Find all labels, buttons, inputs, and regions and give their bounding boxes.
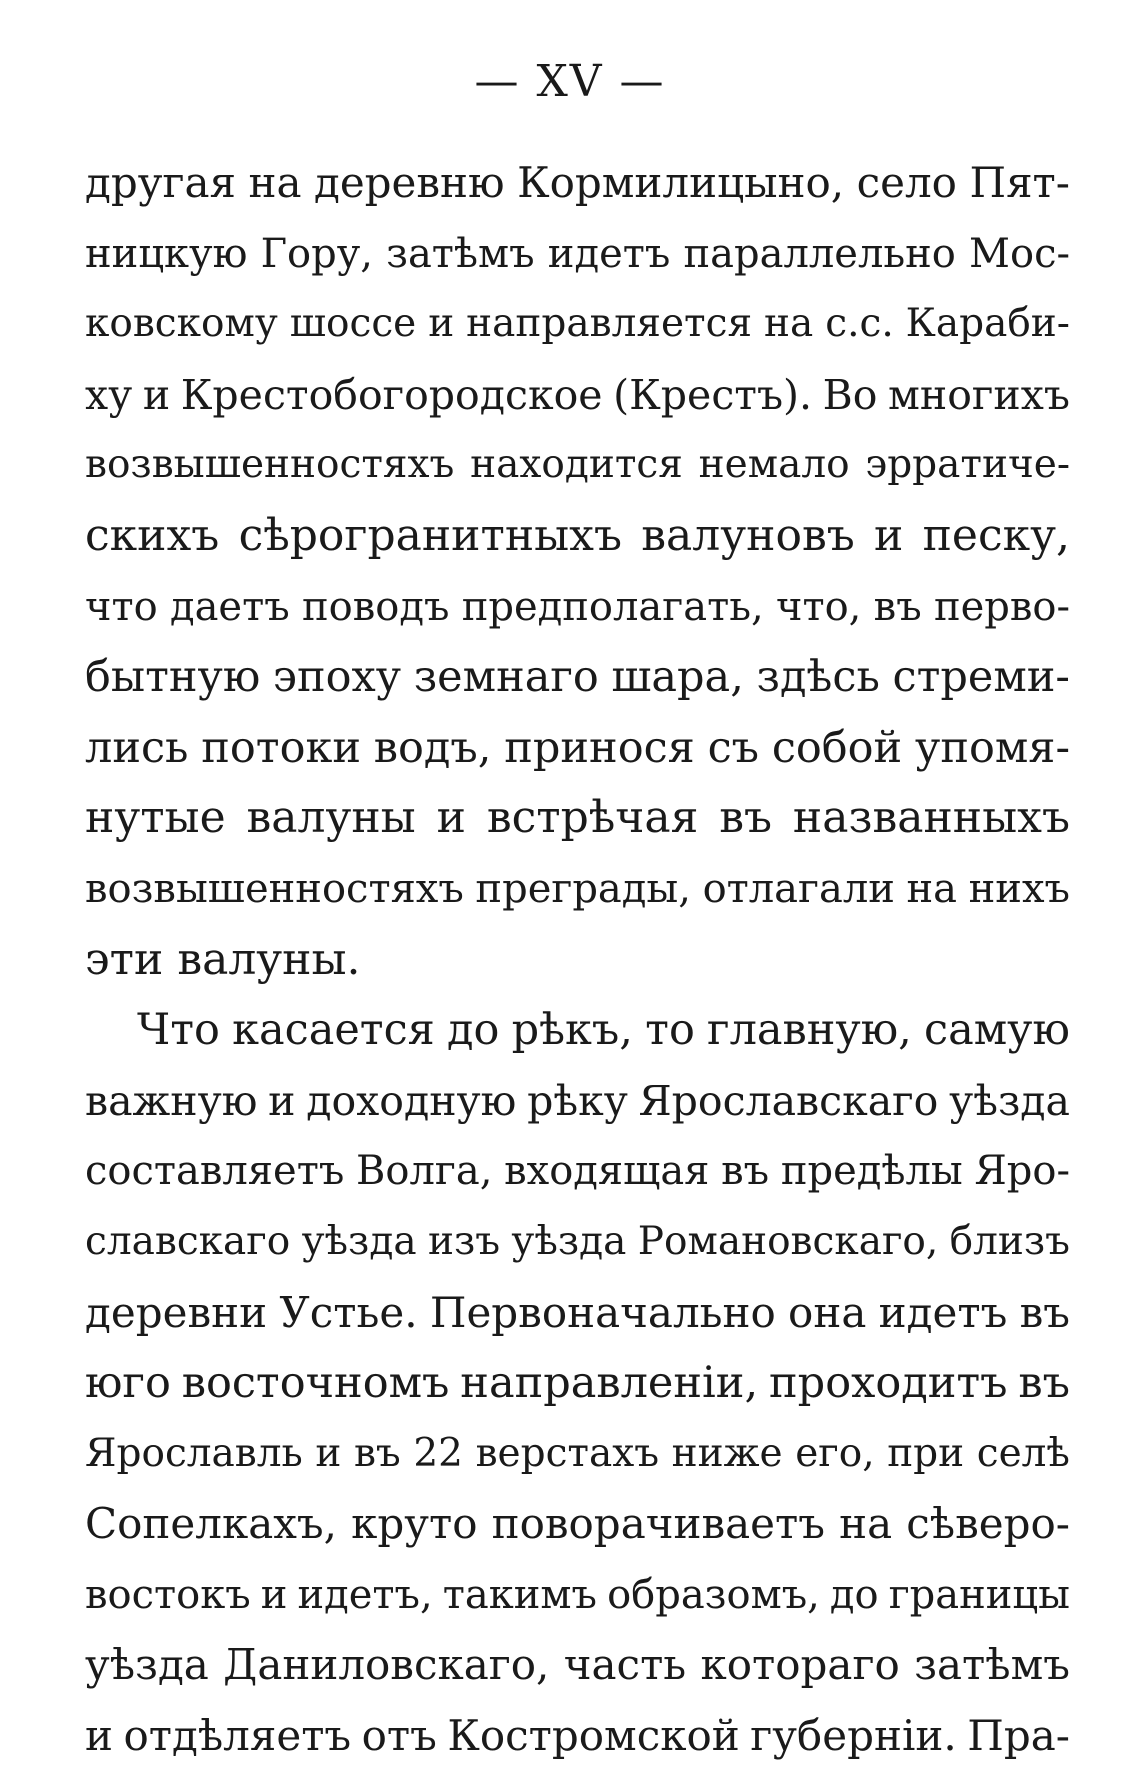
- word: и: [142, 370, 171, 419]
- word: нихъ: [968, 865, 1070, 912]
- body-text: [85, 148, 1070, 1761]
- word: и: [85, 1711, 113, 1761]
- text-line: [85, 1419, 1070, 1490]
- word: въ: [1019, 1287, 1070, 1337]
- word: самую: [924, 1005, 1070, 1056]
- word: поворачиваетъ: [491, 1499, 825, 1549]
- word: верстахъ: [475, 1430, 660, 1476]
- word: параллельно: [683, 230, 956, 277]
- word: затѣмъ: [914, 1640, 1070, 1690]
- word: селѣ: [976, 1430, 1070, 1476]
- word: уѣзда: [511, 1218, 627, 1264]
- word: до: [447, 1005, 500, 1056]
- text-line: [85, 925, 1070, 996]
- text-line: [85, 289, 1070, 360]
- word: потоки: [201, 722, 362, 773]
- word: близъ: [949, 1218, 1070, 1264]
- word: идетъ: [878, 1287, 1008, 1337]
- word: названныхъ: [792, 792, 1070, 844]
- word: бытную: [85, 652, 261, 703]
- word: что: [85, 583, 158, 630]
- word: Волга,: [356, 1148, 493, 1195]
- word: здѣсь: [756, 652, 880, 703]
- word: немало: [698, 442, 850, 488]
- word: валуны.: [177, 933, 361, 985]
- word: на: [764, 301, 814, 347]
- text-line: [85, 713, 1070, 784]
- word: шоссе: [289, 301, 417, 347]
- word: славскаго: [85, 1218, 291, 1264]
- word: Гору,: [260, 230, 373, 277]
- word: Даниловскаго,: [223, 1640, 550, 1690]
- word: лись: [85, 722, 189, 773]
- word: она: [788, 1287, 867, 1337]
- word: ниже: [671, 1430, 783, 1476]
- word: на: [906, 865, 958, 912]
- text-line: [85, 219, 1070, 290]
- word: Костромской: [447, 1711, 740, 1761]
- word: упомя-: [915, 722, 1070, 773]
- word: и: [315, 1430, 342, 1476]
- word: въ: [721, 1148, 770, 1195]
- word: возвышенностяхъ: [85, 865, 464, 912]
- word: идетъ: [547, 230, 671, 277]
- word: Что: [137, 1005, 220, 1056]
- word: Крестобогородское: [180, 370, 603, 419]
- word: входящая: [504, 1148, 710, 1195]
- word: (Крестъ).: [613, 370, 813, 419]
- word: Кормилицыно,: [517, 158, 845, 207]
- word: Мос-: [969, 230, 1070, 277]
- word: съ: [707, 722, 760, 773]
- word: Устье.: [279, 1287, 418, 1337]
- text-line: [85, 783, 1070, 854]
- word: и: [268, 1076, 296, 1125]
- text-line: [85, 1348, 1070, 1419]
- word: доходную: [306, 1076, 517, 1125]
- word: въ: [719, 792, 773, 844]
- word: отлагали: [702, 865, 895, 912]
- paragraph-2: [85, 995, 1070, 1772]
- text-line: [85, 1489, 1070, 1560]
- word: отъ: [361, 1711, 437, 1761]
- word: часть: [563, 1640, 687, 1690]
- word: даетъ: [169, 583, 290, 630]
- word: юго: [85, 1358, 171, 1409]
- page-number: — XV —: [474, 56, 666, 107]
- word: Ярославль: [85, 1430, 303, 1476]
- word: въ: [873, 583, 922, 630]
- text-line: [85, 854, 1070, 925]
- word: и: [260, 1571, 288, 1618]
- word: до: [829, 1571, 879, 1618]
- word: то: [645, 1005, 695, 1056]
- word: возвышенностяхъ: [85, 442, 455, 488]
- word: касается: [232, 1005, 435, 1056]
- word: круто: [351, 1499, 478, 1549]
- word: и: [436, 792, 466, 844]
- word: что,: [776, 583, 862, 630]
- text-line: [85, 572, 1070, 643]
- word: песку,: [922, 509, 1070, 561]
- text-line: [85, 1136, 1070, 1207]
- text-line: [85, 995, 1070, 1066]
- word: такимъ: [442, 1571, 597, 1618]
- word: котораго: [700, 1640, 900, 1690]
- word: ху: [85, 370, 133, 419]
- word: находится: [470, 442, 683, 488]
- word: земнаго: [413, 652, 599, 703]
- text-line: [85, 1630, 1070, 1701]
- word: Ярославскаго: [638, 1076, 939, 1125]
- word: главную,: [707, 1005, 912, 1056]
- word: востокъ: [85, 1571, 251, 1618]
- word: поводъ: [301, 583, 450, 630]
- word: восточномъ: [181, 1358, 450, 1409]
- word: стреми-: [892, 652, 1070, 703]
- word: село: [856, 158, 957, 207]
- word: уѣзда: [301, 1218, 417, 1264]
- word: Сопелкахъ,: [85, 1499, 337, 1549]
- text-line: [85, 1207, 1070, 1278]
- word: затѣмъ: [386, 230, 535, 277]
- word: преграды,: [475, 865, 691, 912]
- word: и: [428, 301, 455, 347]
- word: встрѣчая: [486, 792, 699, 844]
- word: предѣлы: [780, 1148, 963, 1195]
- word: въ: [353, 1430, 401, 1476]
- text-line: [85, 1066, 1070, 1137]
- word: губерніи.: [750, 1711, 957, 1761]
- word: с.с.: [825, 301, 894, 347]
- word: водъ,: [373, 722, 492, 773]
- word: валуновъ: [641, 509, 855, 561]
- word: рѣку: [527, 1076, 628, 1125]
- word: сѣверо-: [906, 1499, 1070, 1549]
- word: рѣкъ,: [511, 1005, 633, 1056]
- word: принося: [504, 722, 695, 773]
- word: шара,: [611, 652, 744, 703]
- text-line: [85, 501, 1070, 572]
- word: деревню: [313, 158, 505, 207]
- word: Романовскаго,: [637, 1218, 939, 1264]
- text-line: [85, 148, 1070, 219]
- text-line: [85, 1701, 1070, 1772]
- word: образомъ,: [607, 1571, 820, 1618]
- word: эрратиче-: [865, 442, 1070, 488]
- text-line: [85, 360, 1070, 431]
- word: эти: [85, 933, 164, 985]
- word: на: [839, 1499, 893, 1549]
- word: предполагать,: [461, 583, 764, 630]
- word: эпоху: [272, 652, 402, 703]
- word: валуны: [246, 792, 416, 844]
- word: при: [887, 1430, 965, 1476]
- word: Караби-: [905, 301, 1070, 347]
- word: направляется: [466, 301, 753, 347]
- word: и: [874, 509, 904, 561]
- text-line: [85, 642, 1070, 713]
- word: нутые: [85, 792, 226, 844]
- word: идетъ,: [297, 1571, 433, 1618]
- word: на: [248, 158, 302, 207]
- word: уѣзда: [85, 1640, 209, 1690]
- word: Пра-: [967, 1711, 1070, 1761]
- word: въ: [1018, 1358, 1070, 1409]
- word: ковскому: [85, 301, 278, 347]
- word: Во: [822, 370, 878, 419]
- text-line: [85, 1560, 1070, 1631]
- word: Яро-: [974, 1148, 1070, 1195]
- word: направленіи,: [460, 1358, 759, 1409]
- word: важную: [85, 1076, 258, 1125]
- word: собой: [771, 722, 903, 773]
- word: Пят-: [969, 158, 1070, 207]
- text-line: [85, 1278, 1070, 1349]
- word: 22: [413, 1430, 463, 1476]
- word: многихъ: [888, 370, 1070, 419]
- text-line: [85, 430, 1070, 501]
- word: уѣзда: [949, 1076, 1070, 1125]
- word: Первоначально: [429, 1287, 776, 1337]
- word: сѣрогранитныхъ: [238, 509, 622, 561]
- word: изъ: [427, 1218, 501, 1264]
- word: другая: [85, 158, 236, 207]
- word: деревни: [85, 1287, 268, 1337]
- word: границы: [888, 1571, 1070, 1618]
- word: его,: [795, 1430, 875, 1476]
- word: ницкую: [85, 230, 248, 277]
- word: отдѣляетъ: [123, 1711, 352, 1761]
- word: скихъ: [85, 509, 220, 561]
- paragraph-1: [85, 148, 1070, 995]
- word: проходитъ: [769, 1358, 1008, 1409]
- word: составляетъ: [85, 1148, 345, 1195]
- word: перво-: [933, 583, 1070, 630]
